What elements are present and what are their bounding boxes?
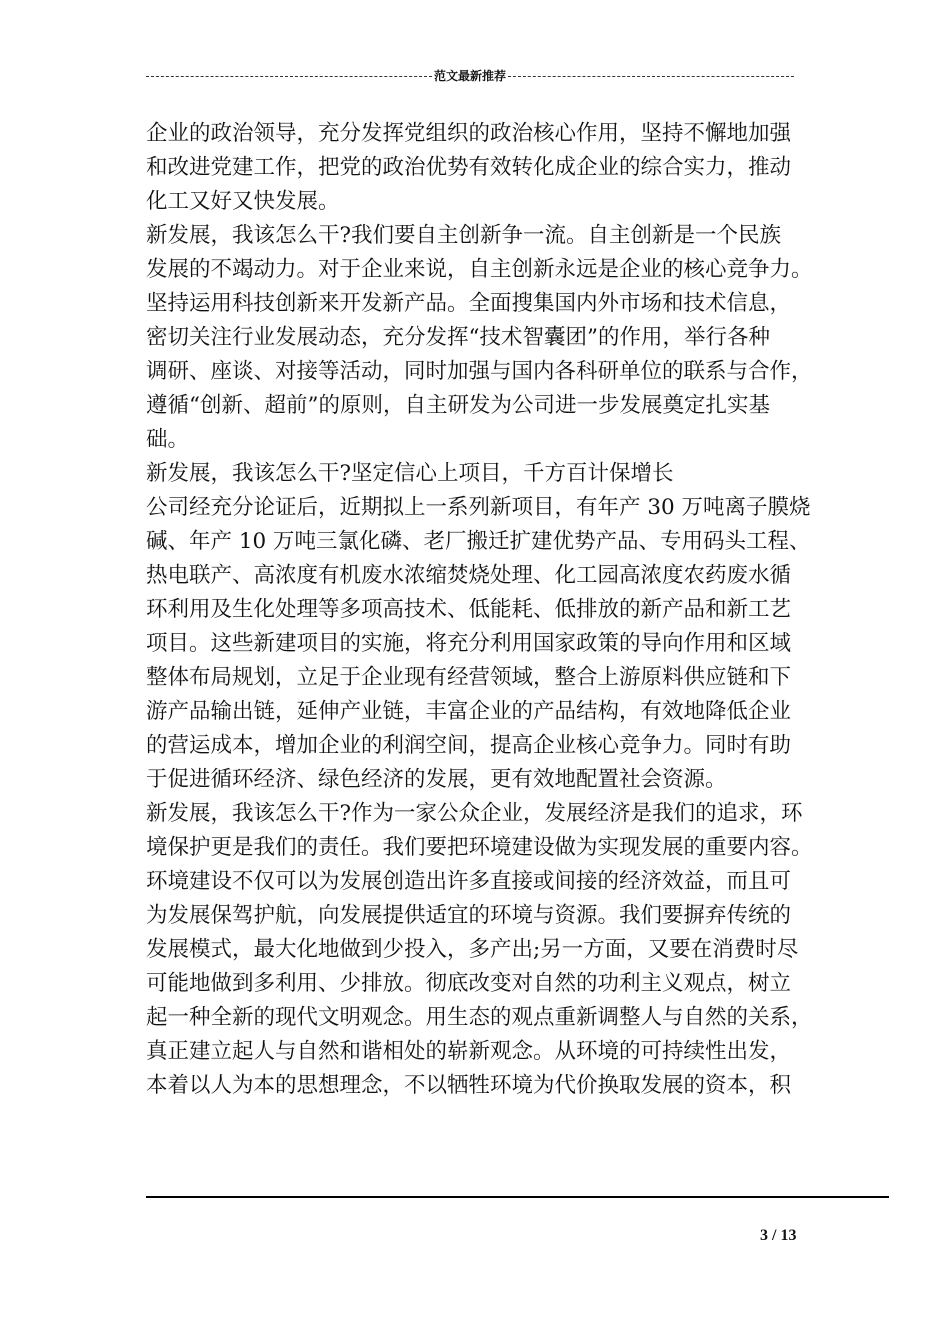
text-line: 可能地做到多利用、少排放。彻底改变对自然的功利主义观点，树立 xyxy=(146,971,792,996)
text-line: 坚持运用科技创新来开发新产品。全面搜集国内外市场和技术信息， xyxy=(146,291,792,316)
text-line: 整体布局规划，立足于企业现有经营领域，整合上游原料供应链和下 xyxy=(146,665,792,690)
header-dash-left xyxy=(146,76,432,77)
page-number: 3 / 13 xyxy=(760,1227,797,1244)
header-dash-right xyxy=(508,76,794,77)
text-line: 境保护更是我们的责任。我们要把环境建设做为实现发展的重要内容。 xyxy=(146,835,813,860)
text-line: 新发展，我该怎么干?坚定信心上项目，千方百计保增长 xyxy=(146,461,674,486)
text-line: 化工又好又快发展。 xyxy=(146,189,340,214)
text-line: 密切关注行业发展动态，充分发挥“技术智囊团”的作用，举行各种 xyxy=(146,325,770,350)
text-line: 和改进党建工作，把党的政治优势有效转化成企业的综合实力，推动 xyxy=(146,155,792,180)
text-line: 环境建设不仅可以为发展创造出许多直接或间接的经济效益，而且可 xyxy=(146,869,792,894)
text-line: 础。 xyxy=(146,427,190,452)
text-line: 的营运成本，增加企业的利润空间，提高企业核心竞争力。同时有助 xyxy=(146,733,792,758)
text-line: 新发展，我该怎么干?我们要自主创新争一流。自主创新是一个民族 xyxy=(146,223,782,248)
text-line: 发展模式，最大化地做到少投入，多产出;另一方面，又要在消费时尽 xyxy=(146,937,799,962)
document-body xyxy=(146,117,818,1103)
text-line: 环利用及生化处理等多项高技术、低能耗、低排放的新产品和新工艺 xyxy=(146,597,792,622)
text-line: 项目。这些新建项目的实施，将充分利用国家政策的导向作用和区域 xyxy=(146,631,792,656)
text-line: 本着以人为本的思想理念，不以牺牲环境为代价换取发展的资本，积 xyxy=(146,1073,792,1098)
text-line: 起一种全新的现代文明观念。用生态的观点重新调整人与自然的关系， xyxy=(146,1005,813,1030)
text-line: 为发展保驾护航，向发展提供适宜的环境与资源。我们要摒弃传统的 xyxy=(146,903,792,928)
text-line: 遵循“创新、超前”的原则，自主研发为公司进一步发展奠定扎实基 xyxy=(146,393,770,418)
text-line: 调研、座谈、对接等活动，同时加强与国内各科研单位的联系与合作， xyxy=(146,359,813,384)
header-title: 范文最新推荐 xyxy=(434,69,507,83)
text-line: 碱、年产 10 万吨三氯化磷、老厂搬迁扩建优势产品、专用码头工程、 xyxy=(146,529,811,554)
text-line: 新发展，我该怎么干?作为一家公众企业，发展经济是我们的追求，环 xyxy=(146,801,803,826)
text-line: 真正建立起人与自然和谐相处的崭新观念。从环境的可持续性出发， xyxy=(146,1039,792,1064)
text-line: 企业的政治领导，充分发挥党组织的政治核心作用，坚持不懈地加强 xyxy=(146,121,792,146)
text-line: 公司经充分论证后，近期拟上一系列新项目，有年产 30 万吨离子膜烧 xyxy=(146,495,811,520)
text-line: 发展的不竭动力。对于企业来说，自主创新永远是企业的核心竞争力。 xyxy=(146,257,813,282)
footer-rule xyxy=(146,1196,889,1198)
text-line: 游产品输出链，延伸产业链，丰富企业的产品结构，有效地降低企业 xyxy=(146,699,792,724)
text-line: 于促进循环经济、绿色经济的发展，更有效地配置社会资源。 xyxy=(146,767,727,792)
text-line: 热电联产、高浓度有机废水浓缩焚烧处理、化工园高浓度农药废水循 xyxy=(146,563,792,588)
page-header xyxy=(146,66,794,86)
